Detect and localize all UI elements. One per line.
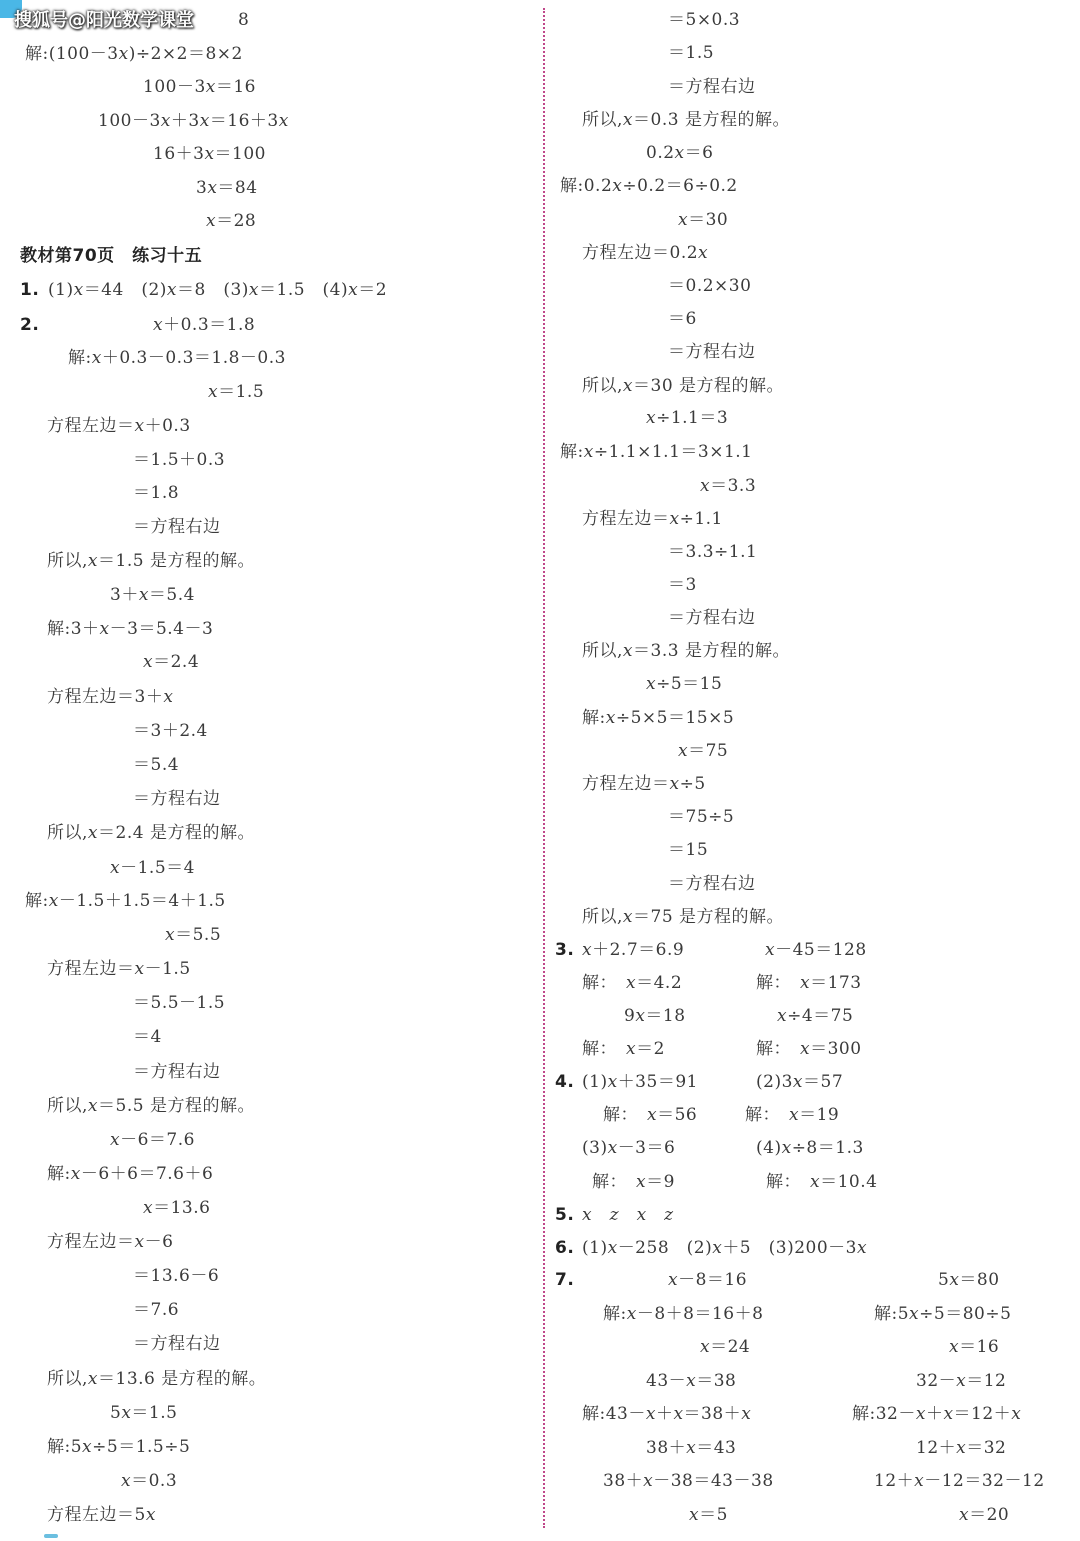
equation-line: 所以,x＝75 是方程的解。 <box>582 907 785 927</box>
equation-line: 38＋x＝43 <box>646 1438 737 1458</box>
equation-line: x＝3.3 <box>700 476 757 496</box>
equation-line: ＝3＋2.4 <box>133 721 208 741</box>
equation-line: 解:5x÷5＝1.5÷5 <box>47 1437 191 1457</box>
equation-line: 解： x＝19 <box>745 1105 840 1125</box>
equation-line: 5x＝80 <box>938 1270 1000 1290</box>
equation-line: 解:x＋0.3－0.3＝1.8－0.3 <box>68 348 286 368</box>
equation-line: x－45＝128 <box>765 940 867 960</box>
equation-line: 方程左边＝0.2x <box>582 243 709 263</box>
equation-line: x＋0.3＝1.8 <box>153 315 256 335</box>
equation-line: ＝5.4 <box>133 755 180 775</box>
equation-line: 9x＝18 <box>624 1006 686 1026</box>
equation-line: 解： x＝300 <box>756 1039 862 1059</box>
equation-line: x－8＝16 <box>668 1270 748 1290</box>
equation-line: 方程左边＝x－6 <box>47 1232 174 1252</box>
equation-line: ＝方程右边 <box>133 1062 221 1082</box>
equation-line: x＋2.7＝6.9 <box>582 940 685 960</box>
exercise-number: 3. <box>555 940 575 960</box>
equation-line: 所以,x＝5.5 是方程的解。 <box>47 1096 255 1116</box>
equation-line: 38＋x－38＝43－38 <box>603 1471 774 1491</box>
exercise-number: 2. <box>20 315 40 335</box>
equation-line: 32－x＝12 <box>916 1371 1007 1391</box>
equation-line: 解： x＝2 <box>582 1039 665 1059</box>
equation-line: 方程左边＝x＋0.3 <box>47 416 191 436</box>
equation-line: x＝30 <box>678 210 729 230</box>
equation-line: ＝1.5＋0.3 <box>133 450 226 470</box>
equation-line: x÷4＝75 <box>777 1006 854 1026</box>
equation-line: x＝0.3 <box>121 1471 178 1491</box>
equation-line: 解:5x÷5＝80÷5 <box>874 1304 1012 1324</box>
exercise-number: 4. <box>555 1072 575 1092</box>
equation-line: 100－3x＋3x＝16＋3x <box>98 111 289 131</box>
equation-line: 所以,x＝0.3 是方程的解。 <box>582 110 790 130</box>
equation-line: 12＋x＝32 <box>916 1438 1007 1458</box>
equation-line: x＝2.4 <box>143 652 200 672</box>
equation-line: ＝1.8 <box>133 483 180 503</box>
equation-line: 所以,x＝2.4 是方程的解。 <box>47 823 255 843</box>
column-divider <box>543 8 545 1528</box>
equation-line: ＝1.5 <box>668 43 715 63</box>
equation-line: ＝方程右边 <box>133 517 221 537</box>
equation-line: 解:x÷5×5＝15×5 <box>582 708 735 728</box>
equation-line: 解： x＝10.4 <box>766 1172 878 1192</box>
equation-line: 解:0.2x÷0.2＝6÷0.2 <box>560 176 738 196</box>
equation-line: 解:x－8＋8＝16＋8 <box>603 1304 764 1324</box>
equation-line: x＝16 <box>949 1337 1000 1357</box>
equation-line: 100－3x＝16 <box>143 77 256 97</box>
equation-line: ＝5×0.3 <box>668 10 741 30</box>
equation-line: ＝方程右边 <box>133 1334 221 1354</box>
equation-line: 解:x－1.5＋1.5＝4＋1.5 <box>25 891 226 911</box>
equation-line: (1)x＋35＝91 <box>582 1072 698 1092</box>
equation-line: ＝15 <box>668 840 709 860</box>
equation-line: x＝28 <box>206 211 257 231</box>
equation-line: 16＋3x＝100 <box>153 144 266 164</box>
exercise-number: 1. <box>20 280 40 300</box>
equation-line: ＝3.3÷1.1 <box>668 542 758 562</box>
equation-line: x＝20 <box>959 1505 1010 1525</box>
equation-line: 解:3＋x－3＝5.4－3 <box>47 619 214 639</box>
equation-line: x＝13.6 <box>143 1198 211 1218</box>
equation-line: ＝方程右边 <box>668 77 756 97</box>
equation-line: 5x＝1.5 <box>110 1403 178 1423</box>
equation-line: ＝6 <box>668 309 697 329</box>
page-corner-mark <box>44 1534 58 1538</box>
equation-line: 所以,x＝13.6 是方程的解。 <box>47 1369 267 1389</box>
equation-line: ＝3 <box>668 575 697 595</box>
equation-line: ＝方程右边 <box>668 342 756 362</box>
equation-line: 8 <box>238 10 250 30</box>
equation-line: ＝方程右边 <box>668 608 756 628</box>
equation-line: x÷5＝15 <box>646 674 723 694</box>
exercise-number: 6. <box>555 1238 575 1258</box>
exercise-number: 7. <box>555 1270 575 1290</box>
equation-line: x＝5.5 <box>165 925 222 945</box>
equation-line: 解:(100－3x)÷2×2＝8×2 <box>25 44 243 64</box>
equation-line: 方程左边＝x÷5 <box>582 774 706 794</box>
equation-line: x＝1.5 <box>208 382 265 402</box>
equation-line: ＝5.5－1.5 <box>133 993 226 1013</box>
equation-line: 解： x＝173 <box>756 973 862 993</box>
equation-line: 3x＝84 <box>196 178 258 198</box>
equation-line: x＝24 <box>700 1337 751 1357</box>
equation-line: 0.2x＝6 <box>646 143 714 163</box>
equation-line: ＝7.6 <box>133 1300 180 1320</box>
equation-line: 方程左边＝3＋x <box>47 687 174 707</box>
equation-line: (1)x－258 (2)x＋5 (3)200－3x <box>582 1238 868 1258</box>
equation-line: ＝13.6－6 <box>133 1266 220 1286</box>
equation-line: 43－x＝38 <box>646 1371 737 1391</box>
section-heading: 教材第70页 练习十五 <box>20 246 203 266</box>
equation-line: x＝75 <box>678 741 729 761</box>
equation-line: 解： x＝56 <box>603 1105 698 1125</box>
equation-line: (4)x÷8＝1.3 <box>756 1138 864 1158</box>
equation-line: 解:x－6＋6＝7.6＋6 <box>47 1164 214 1184</box>
equation-line: 方程左边＝5x <box>47 1505 156 1525</box>
equation-line: ＝75÷5 <box>668 807 735 827</box>
equation-line: 所以,x＝3.3 是方程的解。 <box>582 641 790 661</box>
equation-line: 解： x＝4.2 <box>582 973 683 993</box>
equation-line: 解： x＝9 <box>592 1172 675 1192</box>
equation-line: (1)x＝44 (2)x＝8 (3)x＝1.5 (4)x＝2 <box>48 280 388 300</box>
equation-line: ＝4 <box>133 1027 162 1047</box>
equation-line: x＝5 <box>689 1505 728 1525</box>
equation-line: 解:43－x＋x＝38＋x <box>582 1404 752 1424</box>
equation-line: x－1.5＝4 <box>110 858 195 878</box>
equation-line: (3)x－3＝6 <box>582 1138 676 1158</box>
equation-line: 12＋x－12＝32－12 <box>874 1471 1045 1491</box>
equation-line: 3＋x＝5.4 <box>110 585 195 605</box>
equation-line: ＝方程右边 <box>133 789 221 809</box>
equation-line: x z x z <box>582 1205 674 1225</box>
exercise-number: 5. <box>555 1205 575 1225</box>
equation-line: 方程左边＝x÷1.1 <box>582 509 723 529</box>
equation-line: 解:x÷1.1×1.1＝3×1.1 <box>560 442 753 462</box>
equation-line: 所以,x＝30 是方程的解。 <box>582 376 785 396</box>
equation-line: 解:32－x＋x＝12＋x <box>852 1404 1022 1424</box>
equation-line: x－6＝7.6 <box>110 1130 195 1150</box>
equation-line: 所以,x＝1.5 是方程的解。 <box>47 551 255 571</box>
watermark: 搜狐号@阳光数学课堂 <box>14 10 194 31</box>
equation-line: ＝0.2×30 <box>668 276 752 296</box>
equation-line: 方程左边＝x－1.5 <box>47 959 191 979</box>
equation-line: x÷1.1＝3 <box>646 408 729 428</box>
equation-line: ＝方程右边 <box>668 874 756 894</box>
equation-line: (2)3x＝57 <box>756 1072 844 1092</box>
